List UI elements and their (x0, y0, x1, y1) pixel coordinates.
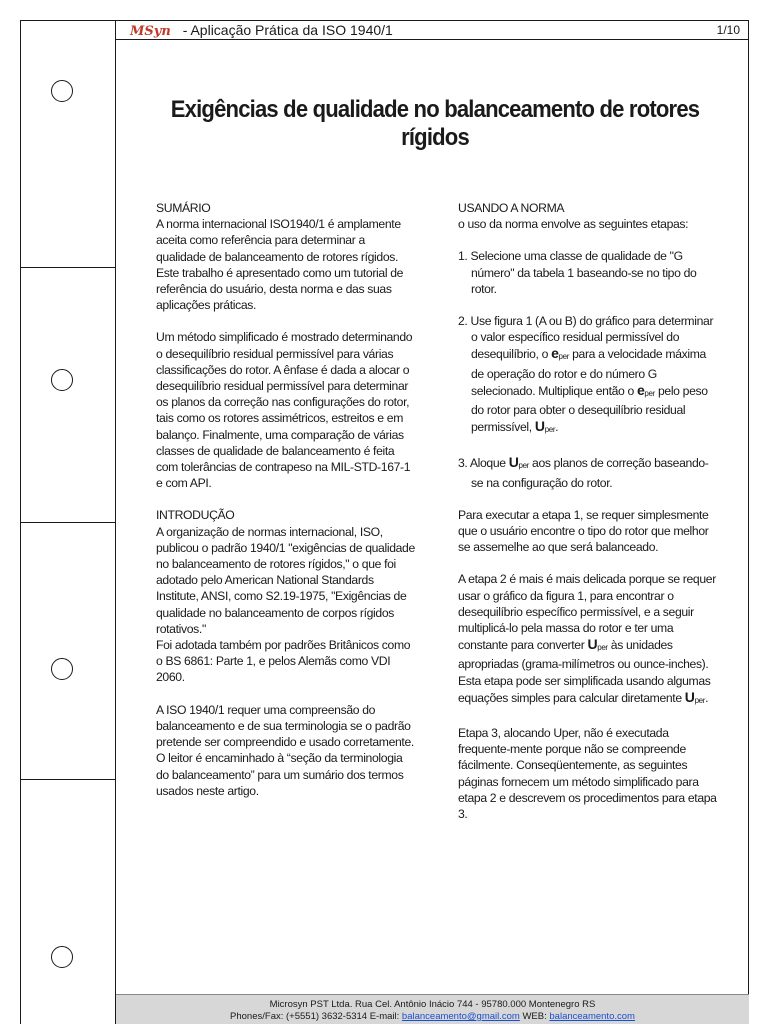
binder-divider (20, 522, 116, 523)
right-column (458, 200, 720, 838)
header-rule (116, 39, 749, 40)
intro-paragraph: A organização de normas internacional, ISO, publicou o padrão 1940/1 "exigências de qualidade no balanceamento de rotores rígidos," o que foi adotado pelo American National Standards Institute, ANSI, como S2.19-1975, "Exigências de qualidade no balanceamento de corpos rígidos rotativos." (156, 524, 415, 636)
binder-hole-icon (51, 658, 73, 680)
body-paragraph: A etapa 2 é mais é mais delicada porque se requer usar o gráfico da figura 1, para encontrar o desequilíbrio específico permissível, e a seguir multiplicá-lo pela massa do rotor e ter uma constante para converter $U_{per}$ às unidades apropriadas (grama-milímetros ou ounce-inches). Esta etapa pode ser simplificada usando algumas equações simples para calcular diretamente $U_{per}$. (458, 572, 716, 705)
intro-paragraph: A ISO 1940/1 requer uma compreensão do balanceamento e de sua terminologia se o padrão pretende ser compreendido e usado corretamente. O leitor é encaminhado à “seção da terminologia do balanceamento” para um sumário dos termos usados neste artigo. (156, 702, 414, 798)
binder-divider (20, 779, 116, 780)
summary-paragraph: Um método simplificado é mostrado determinando o desequilíbrio residual permissível para várias classificações do rotor. A ênfase é dada a alocar o desequilíbrio residual permissível para determinar os planos da correção nas configurações do rotor, tais como os rotores assimétricos, estreitos e em balanço. Finalmente, uma comparação de várias classes de qualidade de balanceamento é feita com tolerâncias de contrapeso na MIL-STD-167-1 e com API. (156, 330, 413, 491)
body-paragraph: Etapa 3, alocando Uper, não é executada frequente-mente porque não se compreende fácilmente. Conseqüentemente, as seguintes páginas fornecem um método simplificado para etapa 2 e descrevem os procedimentos para etapa 3. (458, 726, 717, 822)
footer-contact: Phones/Fax: (+5551) 3632-5314 E-mail: balanceamento@gmail.com WEB: balanceamento.com (230, 1011, 635, 1022)
norm-intro: o uso da norma envolve as seguintes etapas: (458, 217, 689, 232)
web-link[interactable]: balanceamento.com (549, 1011, 635, 1022)
step-3: 3. Aloque $U_{per}$ aos planos de correção baseando-se na configuração do rotor. (458, 454, 709, 490)
intro-paragraph: Foi adotada também por padrões Britânicos como o BS 6861: Parte 1, e pelos Alemãs como VDI 2060. (156, 638, 411, 685)
binder-hole-icon (51, 80, 73, 102)
norm-heading: USANDO A NORMA (458, 201, 565, 215)
header-title: - Aplicação Prática da ISO 1940/1 (182, 22, 393, 38)
step-2: 2. Use figura 1 (A ou B) do gráfico para determinar o valor específico residual permissível do desequilíbrio, o $e_{per}$ para a velocidade máxima de operação do rotor e do número G selecionado. Multiplique então o $e_{per}$ pelo peso do rotor para obter o desequilíbrio residual permissível, $U_{per}$. (458, 314, 714, 435)
summary-heading: SUMÁRIO (156, 201, 211, 215)
body-paragraph: Para executar a etapa 1, se requer simplesmente que o usuário encontre o tipo do rotor que melhor se assemelhe ao que será balanceado. (458, 507, 709, 555)
binder-hole-icon (51, 369, 73, 391)
left-column (156, 200, 416, 815)
footer-address: Microsyn PST Ltda. Rua Cel. Antônio Inácio 744 - 95780.000 Montenegro RS (269, 999, 596, 1010)
logo: MSyn (130, 24, 171, 39)
email-link[interactable]: balanceamento@gmail.com (401, 1011, 520, 1022)
page-footer (116, 994, 749, 1024)
page-header (130, 21, 744, 39)
summary-paragraph: A norma internacional ISO1940/1 é amplamente aceita como referência para determinar a qualidade de balanceamento de rotores rígidos. Este trabalho é apresentado como um tutorial de referência do usuário, desta norma e das suas aplicações práticas. (156, 217, 404, 313)
page-number: 1/10 (716, 23, 740, 37)
document-title: Exigências de qualidade no balanceamento de rotores rígidos (170, 96, 700, 151)
step-1: 1. Selecione uma classe de qualidade de "G número" da tabela 1 baseando-se no tipo do rotor. (458, 249, 697, 296)
intro-heading: INTRODUÇÃO (156, 508, 235, 523)
binder-divider (20, 267, 116, 268)
binder-hole-icon (51, 946, 73, 968)
